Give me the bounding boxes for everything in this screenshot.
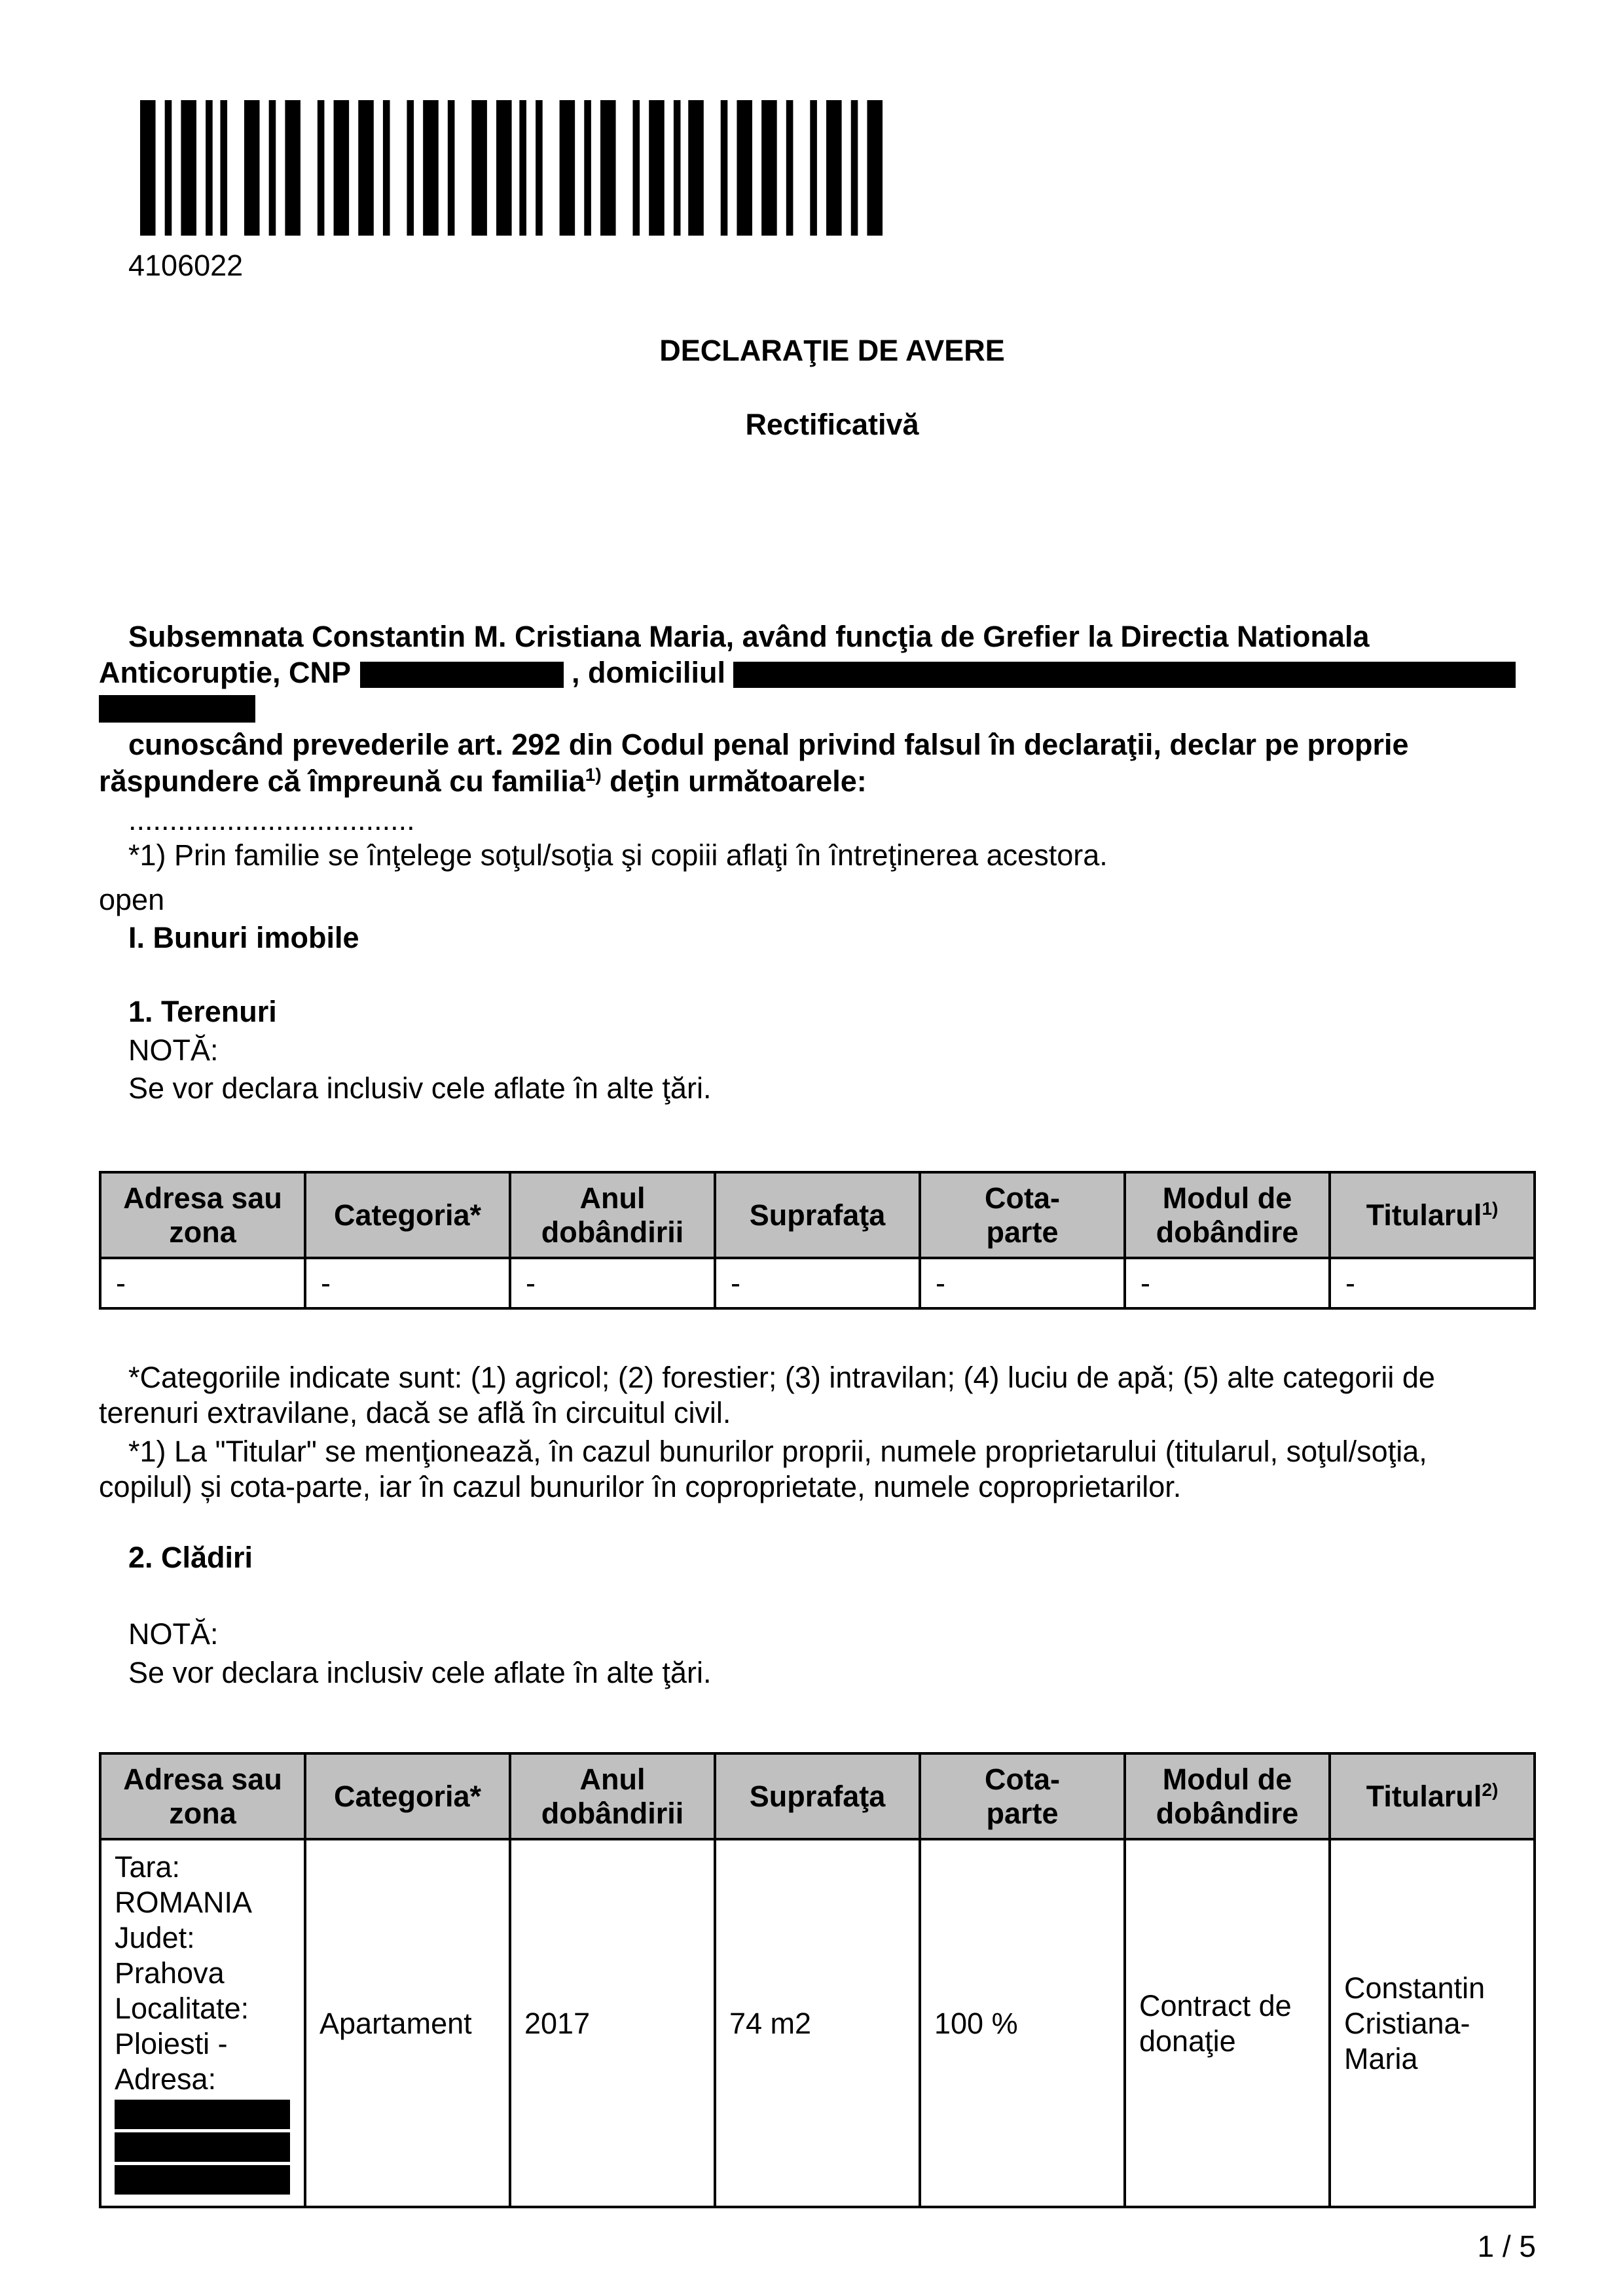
- categoria-cell: Apartament: [305, 1839, 510, 2207]
- header-modul: [1125, 1753, 1330, 1839]
- address-line: Adresa:: [115, 2062, 217, 2096]
- header-anul: [510, 1753, 715, 1839]
- table-cell: -: [715, 1258, 920, 1308]
- barcode-number: 4106022: [128, 249, 244, 282]
- header-categoria: [305, 1172, 510, 1258]
- barcode-bar: [737, 100, 752, 236]
- barcode-bar: [358, 100, 374, 236]
- suprafata-cell: 74 m2: [715, 1839, 920, 2207]
- modul-cell: Contract de donaţie: [1125, 1839, 1330, 2207]
- buildings-note-text: Se vor declara inclusiv cele aflate în alte ţări.: [128, 1656, 712, 1689]
- barcode-bar: [721, 100, 728, 236]
- barcode-bar: [181, 100, 196, 236]
- footnote-ref: 2): [1482, 1779, 1499, 1800]
- barcode-bar: [165, 100, 172, 236]
- barcode-bar: [496, 100, 512, 236]
- barcode-bar: [851, 100, 858, 236]
- barcode-bar: [423, 100, 439, 236]
- barcode-bar: [383, 100, 390, 236]
- barcode-bar: [244, 100, 260, 236]
- barcode-bar: [761, 100, 777, 236]
- open-label: open: [99, 883, 165, 916]
- barcode-bar: [810, 100, 817, 236]
- barcode-bar: [649, 100, 665, 236]
- buildings-title: 2. Clădiri: [128, 1541, 253, 1574]
- intro-line-5-text: răspundere că împreună cu familia: [99, 764, 585, 798]
- barcode-bar: [674, 100, 681, 236]
- barcode-bar: [206, 100, 213, 236]
- header-label: Cota- parte: [985, 1762, 1060, 1830]
- table-header-row: [100, 1172, 1535, 1258]
- intro-line-2: [99, 655, 1516, 691]
- barcode-bar: [140, 100, 156, 236]
- barcode-bar: [220, 100, 227, 236]
- land-title: 1. Terenuri: [128, 995, 277, 1028]
- header-suprafata: [715, 1753, 920, 1839]
- section-title: I. Bunuri imobile: [128, 921, 359, 954]
- redacted-address-1: [115, 2100, 290, 2129]
- buildings-table: [99, 1752, 1536, 2208]
- table-row: [100, 1258, 1535, 1308]
- titular-note-line-2: copilul) și cota-parte, iar în cazul bunurilor în coproprietate, numele coproprietarilor.: [99, 1470, 1182, 1503]
- barcode-bar: [826, 100, 842, 236]
- header-label: Anul dobândirii: [541, 1762, 684, 1830]
- anul-cell: 2017: [510, 1839, 715, 2207]
- header-label: Cota- parte: [985, 1181, 1060, 1249]
- table-header-row: [100, 1753, 1535, 1839]
- barcode-bar: [867, 100, 883, 236]
- intro-line-4: cunoscând prevederile art. 292 din Codul penal privind falsul în declaraţii, declar pe proprie: [128, 728, 1409, 761]
- family-footnote: *1) Prin familie se înţelege soţul/soţia şi copiii aflaţi în întreţinerea acestora.: [128, 838, 1108, 872]
- footnote-ref: 1): [585, 764, 602, 785]
- intro-line-5: [99, 764, 867, 799]
- titularul-cell: Constantin Cristiana-Maria: [1330, 1839, 1535, 2207]
- table-cell: -: [1330, 1258, 1535, 1308]
- land-note-text: Se vor declara inclusiv cele aflate în alte ţări.: [128, 1071, 712, 1105]
- header-label: Suprafaţa: [749, 1198, 886, 1232]
- titular-note-line-1: *1) La "Titular" se menţionează, în cazul bunurilor proprii, numele proprietarului (titularul, soţul/soţia,: [128, 1435, 1427, 1468]
- barcode: [140, 100, 883, 236]
- page-indicator: 1 / 5: [1477, 2229, 1536, 2263]
- header-label: Modul de dobândire: [1156, 1181, 1299, 1249]
- address-cell: [100, 1839, 305, 2207]
- barcode-bar: [560, 100, 575, 236]
- barcode-bar: [334, 100, 350, 236]
- barcode-bar: [269, 100, 276, 236]
- address-line: Localitate:: [115, 1992, 249, 2025]
- barcode-bar: [285, 100, 301, 236]
- document-title: DECLARAŢIE DE AVERE: [659, 334, 1005, 367]
- table-cell: -: [920, 1258, 1125, 1308]
- barcode-bar: [318, 100, 325, 236]
- table-cell: -: [510, 1258, 715, 1308]
- barcode-bar: [786, 100, 793, 236]
- barcode-bar: [584, 100, 591, 236]
- address-line: Ploiesti -: [115, 2027, 228, 2060]
- table-row: [100, 1839, 1535, 2207]
- header-label: Suprafaţa: [749, 1779, 886, 1813]
- header-titularul: [1330, 1753, 1535, 1839]
- table-cell: -: [1125, 1258, 1330, 1308]
- address-line: ROMANIA: [115, 1886, 253, 1919]
- intro-domicile-label: , domiciliul: [572, 656, 726, 689]
- header-modul: [1125, 1172, 1330, 1258]
- header-cota-parte: [920, 1753, 1125, 1839]
- header-label: Titularul: [1366, 1198, 1482, 1232]
- barcode-bar: [688, 100, 704, 236]
- land-table: [99, 1171, 1536, 1310]
- header-label: Adresa sau zona: [123, 1762, 282, 1830]
- header-label: Modul de dobândire: [1156, 1762, 1299, 1830]
- header-anul: [510, 1172, 715, 1258]
- address-line: Tara:: [115, 1850, 181, 1884]
- barcode-bar: [407, 100, 414, 236]
- barcode-bar: [536, 100, 543, 236]
- header-cota-parte: [920, 1172, 1125, 1258]
- barcode-bar: [448, 100, 455, 236]
- footnote-ref: 1): [1482, 1198, 1499, 1219]
- redacted-cnp: [360, 662, 564, 688]
- header-adresa: [100, 1753, 305, 1839]
- redacted-domicile: [733, 662, 1516, 688]
- barcode-bar: [632, 100, 640, 236]
- header-label: Categoria*: [333, 1779, 482, 1813]
- header-label: Adresa sau zona: [123, 1181, 282, 1249]
- header-adresa: [100, 1172, 305, 1258]
- barcode-bar: [519, 100, 526, 236]
- barcode-bar: [600, 100, 616, 236]
- intro-line-1: Subsemnata Constantin M. Cristiana Maria, având funcţia de Grefier la Directia Nationala: [128, 620, 1370, 653]
- redacted-domicile-continued: [99, 695, 255, 723]
- header-titularul: [1330, 1172, 1535, 1258]
- dotted-line: ...................................: [128, 803, 415, 836]
- header-label: Categoria*: [333, 1198, 482, 1232]
- header-label: Titularul: [1366, 1779, 1482, 1813]
- address-line: Prahova: [115, 1956, 225, 1990]
- categories-note-line-2: terenuri extravilane, dacă se află în circuitul civil.: [99, 1396, 731, 1429]
- redacted-address-2: [115, 2132, 290, 2162]
- buildings-note-label: NOTĂ:: [128, 1617, 219, 1651]
- cota-parte-cell: 100 %: [920, 1839, 1125, 2207]
- header-label: Anul dobândirii: [541, 1181, 684, 1249]
- address-line: Judet:: [115, 1921, 195, 1954]
- categories-note-line-1: *Categoriile indicate sunt: (1) agricol; (2) forestier; (3) intravilan; (4) luciu de apă; (5) alte categorii de: [128, 1361, 1435, 1394]
- barcode-bar: [471, 100, 487, 236]
- land-note-label: NOTĂ:: [128, 1033, 219, 1067]
- header-suprafata: [715, 1172, 920, 1258]
- intro-cnp-label: Anticoruptie, CNP: [99, 656, 352, 689]
- table-cell: -: [100, 1258, 305, 1308]
- document-subtitle: Rectificativă: [745, 408, 919, 441]
- table-cell: -: [305, 1258, 510, 1308]
- redacted-address-3: [115, 2165, 290, 2195]
- intro-line-5-end: deţin următoarele:: [601, 764, 867, 798]
- header-categoria: [305, 1753, 510, 1839]
